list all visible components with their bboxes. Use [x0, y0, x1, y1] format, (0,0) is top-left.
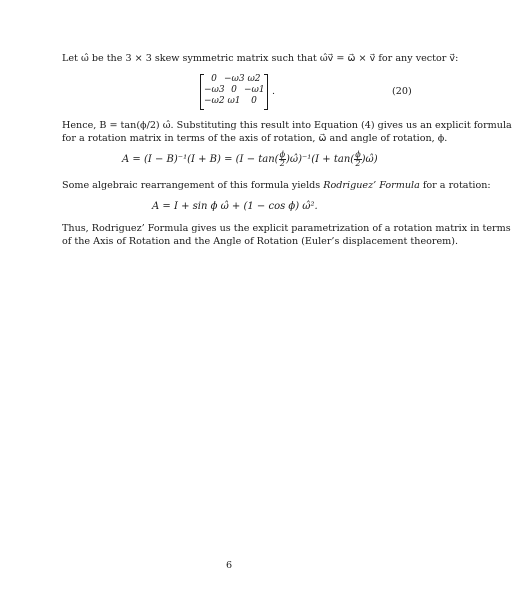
- equation-A-mid: )ω̂)⁻¹(I + tan(: [286, 154, 355, 165]
- matrix-cell: ω1: [227, 96, 241, 106]
- fraction-numerator: ϕ: [355, 150, 361, 159]
- equation-number: (20): [392, 86, 412, 97]
- page-number: 6: [226, 560, 233, 571]
- fraction-denominator: 2: [355, 159, 361, 168]
- paragraph-rearrangement: [62, 180, 491, 192]
- matrix-cell: −ω2: [204, 96, 225, 106]
- paragraph-skew-matrix: Let ω̂ be the 3 × 3 skew symmetric matrix such that ω̂v⃗ = ω⃗ × v⃗ for any vector v⃗:: [62, 53, 459, 64]
- fraction-numerator: ϕ: [279, 150, 286, 159]
- matrix-cell: −ω3: [204, 85, 225, 95]
- paragraph-conclusion-line1: Thus, Rodriguez’ Formula gives us the explicit parametrization of a rotation matrix in terms: [62, 223, 511, 234]
- matrix-cell: ω2: [247, 74, 261, 84]
- matrix-cell: 0: [231, 85, 237, 95]
- fraction-denominator: 2: [279, 159, 285, 168]
- matrix-cell: 0: [251, 96, 257, 106]
- rodriguez-formula-term: Rodriguez’ Formula: [323, 180, 420, 191]
- matrix-trailing-period: .: [272, 86, 276, 97]
- matrix-cell: −ω1: [244, 85, 265, 95]
- rearrangement-suffix: for a rotation:: [419, 180, 491, 191]
- skew-symmetric-matrix: [200, 74, 268, 108]
- rearrangement-prefix: Some algebraic rearrangement of this formula yields: [62, 180, 324, 191]
- equation-A-lhs: A = (I − B)⁻¹(I + B) = (I − tan(: [122, 154, 279, 165]
- paragraph-hence-line2: for a rotation matrix in terms of the axis of rotation, ω⃗ and angle of rotation, ϕ.: [62, 133, 448, 144]
- equation-rodriguez: A = I + sin ϕ ω̂ + (1 − cos ϕ) ω̂².: [152, 201, 318, 212]
- matrix-cell: 0: [211, 74, 217, 84]
- paragraph-hence-line1: Hence, B = tan(ϕ/2) ω̂. Substituting this result into Equation (4) gives us an explicit formula: [62, 120, 512, 131]
- equation-A: [122, 150, 378, 170]
- equation-A-rhs: )ω̂): [361, 154, 378, 165]
- fraction-phi-over-2: [354, 151, 361, 168]
- matrix-cell: −ω3: [224, 74, 245, 84]
- fraction-phi-over-2: [279, 151, 286, 168]
- paragraph-conclusion-line2: of the Axis of Rotation and the Angle of Rotation (Euler’s displacement theorem).: [62, 236, 459, 247]
